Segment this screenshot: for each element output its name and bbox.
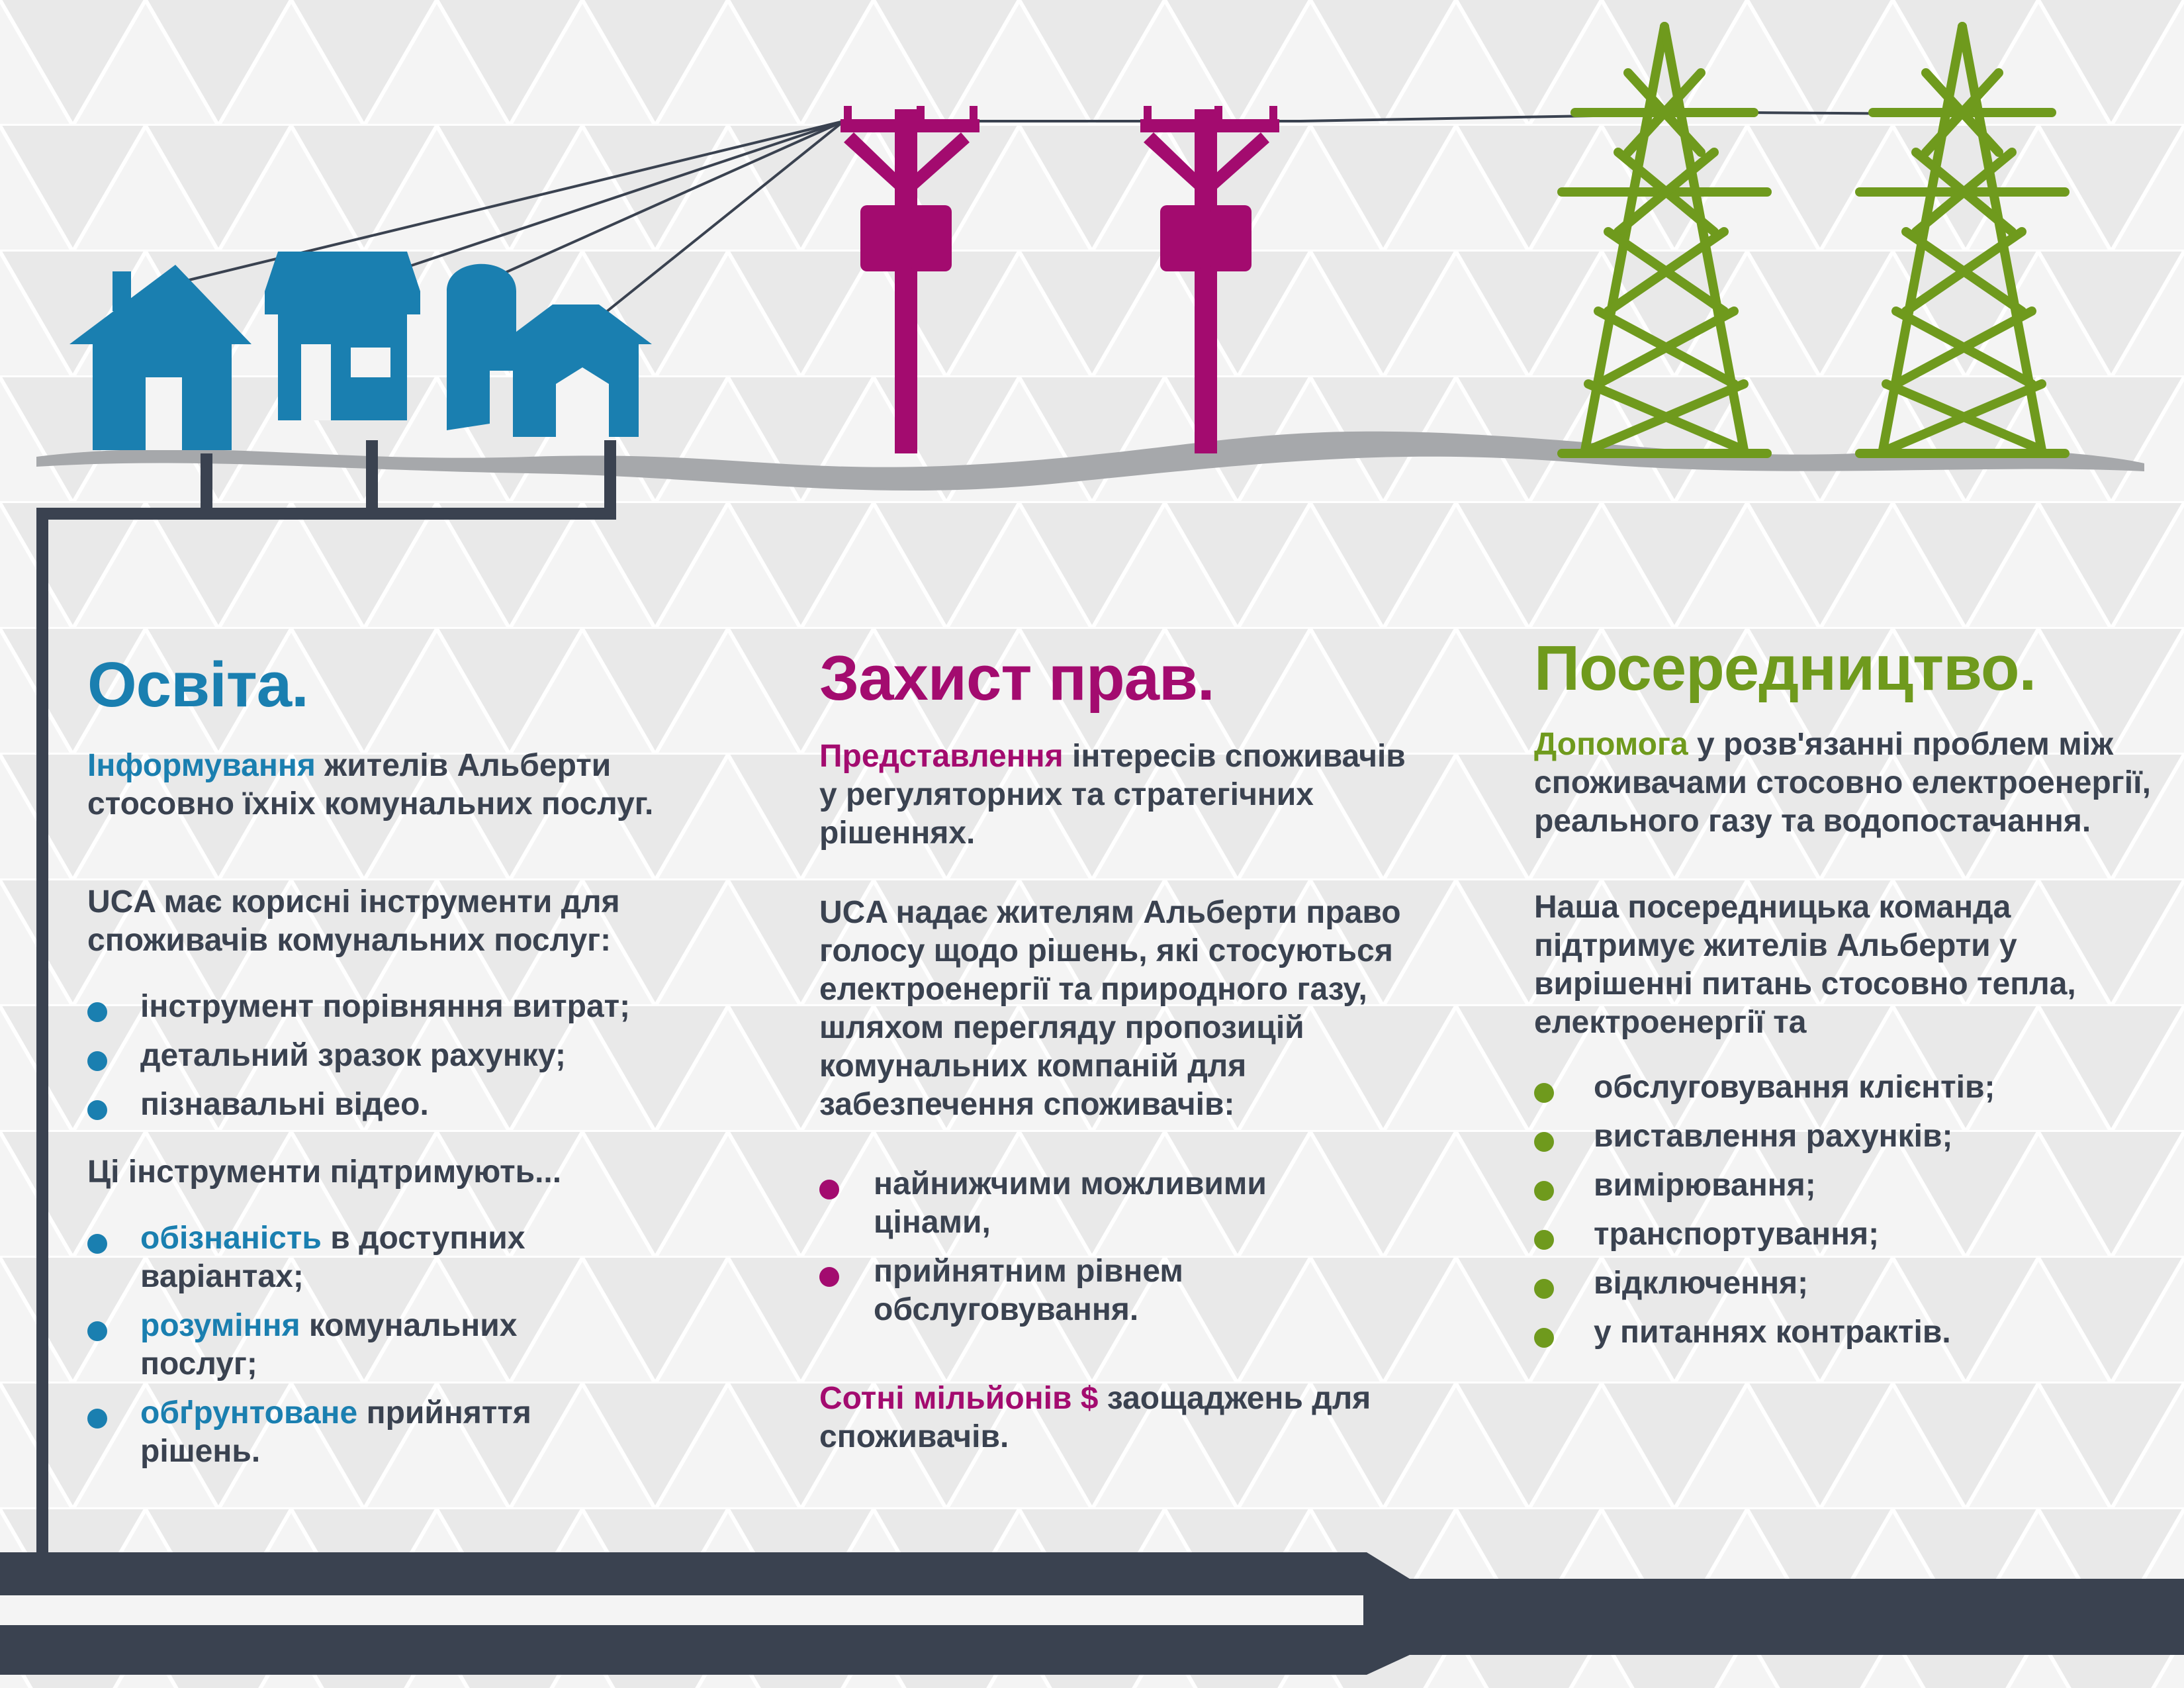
list-item: розуміння комунальних послуг; [87, 1307, 630, 1383]
education-intro [87, 747, 749, 823]
education-column [87, 649, 749, 1471]
list-item: інструмент порівняння витрат; [87, 988, 749, 1026]
education-intro-highlight: Інформування [87, 747, 316, 783]
education-tools-list [87, 988, 749, 1124]
advocacy-savings-rest: заощаджень для споживачів. [819, 1380, 1371, 1454]
bullet-icon [1534, 1083, 1554, 1103]
education-tools-text: UCA має корисні інструменти для споживачів комунальних послуг: [87, 884, 620, 958]
list-item: прийнятним рівнем обслуговування. [819, 1252, 1349, 1329]
mediation-list [1534, 1068, 2163, 1352]
list-item: у питаннях контрактів. [1534, 1313, 2163, 1352]
advocacy-body: UCA надає жителям Альберти право голосу щодо рішень, які стосуються електроенергії та природного газу, шляхом перегляду пропозицій комунальних компаній для забезпечення споживачів: [819, 894, 1401, 1122]
list-item: обізнаність в доступних варіантах; [87, 1219, 630, 1296]
advocacy-intro-highlight: Представлення [819, 738, 1064, 774]
list-item: найнижчими можливими цінами, [819, 1165, 1349, 1242]
bullet-icon [1534, 1181, 1554, 1201]
education-support-list [87, 1219, 630, 1471]
mediation-intro-rest: у розв'язанні проблем між споживачами стосовно електроенергії, реального газу та водопостачання. [1534, 726, 2151, 839]
list-item: обґрунтоване прийняття рішень. [87, 1394, 630, 1471]
bullet-icon [1534, 1132, 1554, 1152]
list-item: детальний зразок рахунку; [87, 1037, 749, 1075]
list-item: транспортування; [1534, 1215, 2163, 1254]
bullet-icon [87, 1321, 107, 1341]
advocacy-savings [819, 1380, 1408, 1456]
bullet-icon [819, 1267, 839, 1287]
list-item: виставлення рахунків; [1534, 1117, 2163, 1156]
bullet-icon [1534, 1328, 1554, 1348]
advocacy-intro-rest: інтересів споживачів у регуляторних та стратегічних рішеннях. [819, 738, 1406, 851]
bullet-icon [87, 1002, 107, 1022]
list-item: відключення; [1534, 1264, 2163, 1303]
advocacy-savings-highlight: Сотні мільйонів $ [819, 1380, 1099, 1416]
advocacy-title: Захист прав. [819, 643, 1214, 714]
mediation-intro [1534, 726, 2163, 841]
advocacy-column [819, 645, 1408, 1456]
bullet-icon [87, 1051, 107, 1071]
mediation-intro-highlight: Допомога [1534, 726, 1688, 762]
list-item: обслуговування клієнтів; [1534, 1068, 2163, 1107]
bullet-icon [1534, 1230, 1554, 1250]
advocacy-intro [819, 737, 1408, 853]
bullet-icon [819, 1180, 839, 1199]
education-support-text: Ці інструменти підтримують... [87, 1154, 562, 1190]
store-icon [265, 252, 420, 420]
bullet-icon [87, 1234, 107, 1254]
list-item: вимірювання; [1534, 1166, 2163, 1205]
list-item: пізнавальні відео. [87, 1086, 749, 1124]
education-intro-rest: жителів Альберти стосовно їхніх комунальних послуг. [87, 747, 654, 821]
bullet-icon [87, 1100, 107, 1120]
advocacy-list [819, 1165, 1349, 1329]
education-title: Освіта. [87, 649, 308, 720]
bullet-icon [1534, 1279, 1554, 1299]
mediation-column [1534, 635, 2163, 1352]
bullet-icon [87, 1409, 107, 1429]
mediation-title: Посередництво. [1534, 633, 2036, 704]
mediation-body: Наша посередницька команда підтримує жителів Альберти у вирішенні питань стосовно тепла, електроенергії та [1534, 889, 2076, 1040]
